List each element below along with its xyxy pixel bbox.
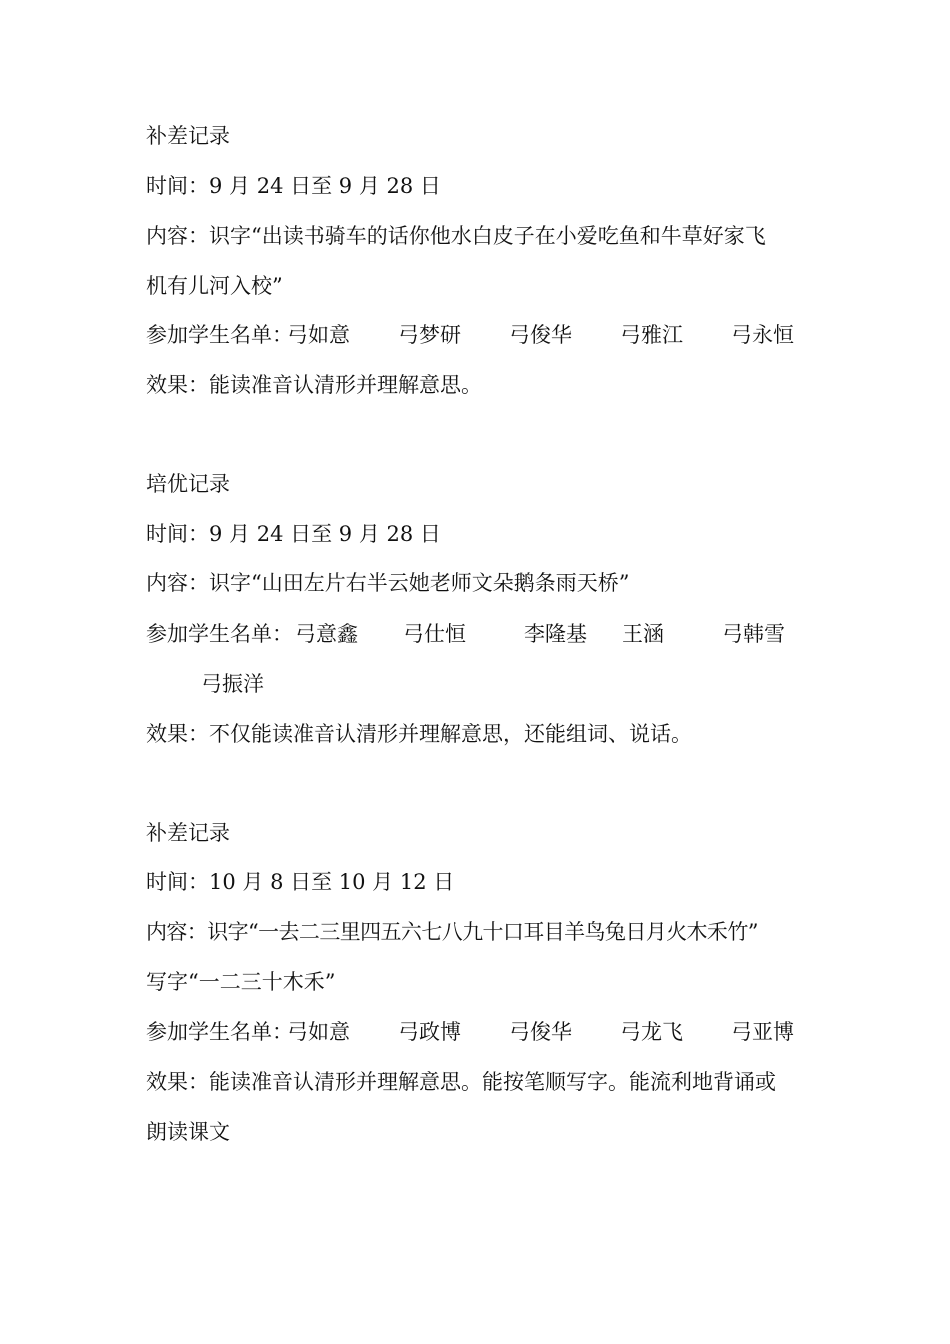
student-name: 弓龙飞 — [620, 1020, 683, 1044]
student-name: 弓永恒 — [731, 323, 794, 347]
student-name: 弓亚博 — [731, 1020, 794, 1044]
section-3-effect-line1: 效果：能读准音认清形并理解意思。能按笔顺写字。能流利地背诵或 — [146, 1070, 776, 1094]
section-1-students — [146, 320, 794, 350]
section-2-effect: 效果：不仅能读准音认清形并理解意思，还能组词、说话。 — [146, 722, 692, 746]
student-name: 弓雅江 — [620, 323, 683, 347]
section-2-time: 时间：9 月 24 日至 9 月 28 日 — [146, 522, 441, 546]
section-2-students — [146, 619, 785, 649]
student-name: 王涵 — [622, 622, 664, 646]
student-name: 弓俊华 — [509, 1020, 572, 1044]
section-1-title: 补差记录 — [146, 124, 230, 148]
section-3-content-line2: 写字“一二三十木禾” — [146, 970, 336, 994]
student-name: 弓如意 — [287, 323, 350, 347]
section-1-time: 时间：9 月 24 日至 9 月 28 日 — [146, 174, 441, 198]
student-name: 弓如意 — [287, 1020, 350, 1044]
student-name: 弓政博 — [398, 1020, 461, 1044]
section-3-time: 时间：10 月 8 日至 10 月 12 日 — [146, 870, 455, 894]
section-3-content-line1: 内容：识字“一去二三里四五六七八九十口耳目羊鸟兔日月火木禾竹” — [146, 920, 758, 944]
section-3-students — [146, 1017, 794, 1047]
student-name: 弓仕恒 — [403, 622, 466, 646]
students-label: 参加学生名单： — [146, 323, 293, 347]
student-name: 弓意鑫 — [295, 622, 358, 646]
students-label: 参加学生名单： — [146, 1020, 293, 1044]
student-name: 李隆基 — [524, 622, 587, 646]
section-2-students-line2: 弓振洋 — [201, 672, 264, 696]
section-1-content-line2: 机有儿河入校” — [146, 274, 283, 298]
section-3-effect-line2: 朗读课文 — [146, 1120, 230, 1144]
section-1-effect: 效果：能读准音认清形并理解意思。 — [146, 373, 482, 397]
section-3-title: 补差记录 — [146, 821, 230, 845]
student-name: 弓梦研 — [398, 323, 461, 347]
section-2-title: 培优记录 — [146, 472, 230, 496]
students-label: 参加学生名单： — [146, 622, 293, 646]
section-1-content-line1: 内容：识字“出读书骑车的话你他水白皮子在小爱吃鱼和牛草好家飞 — [146, 224, 766, 248]
student-name: 弓俊华 — [509, 323, 572, 347]
section-2-content-line1: 内容：识字“山田左片右半云她老师文朵鹅条雨天桥” — [146, 571, 630, 595]
student-name: 弓韩雪 — [722, 622, 785, 646]
